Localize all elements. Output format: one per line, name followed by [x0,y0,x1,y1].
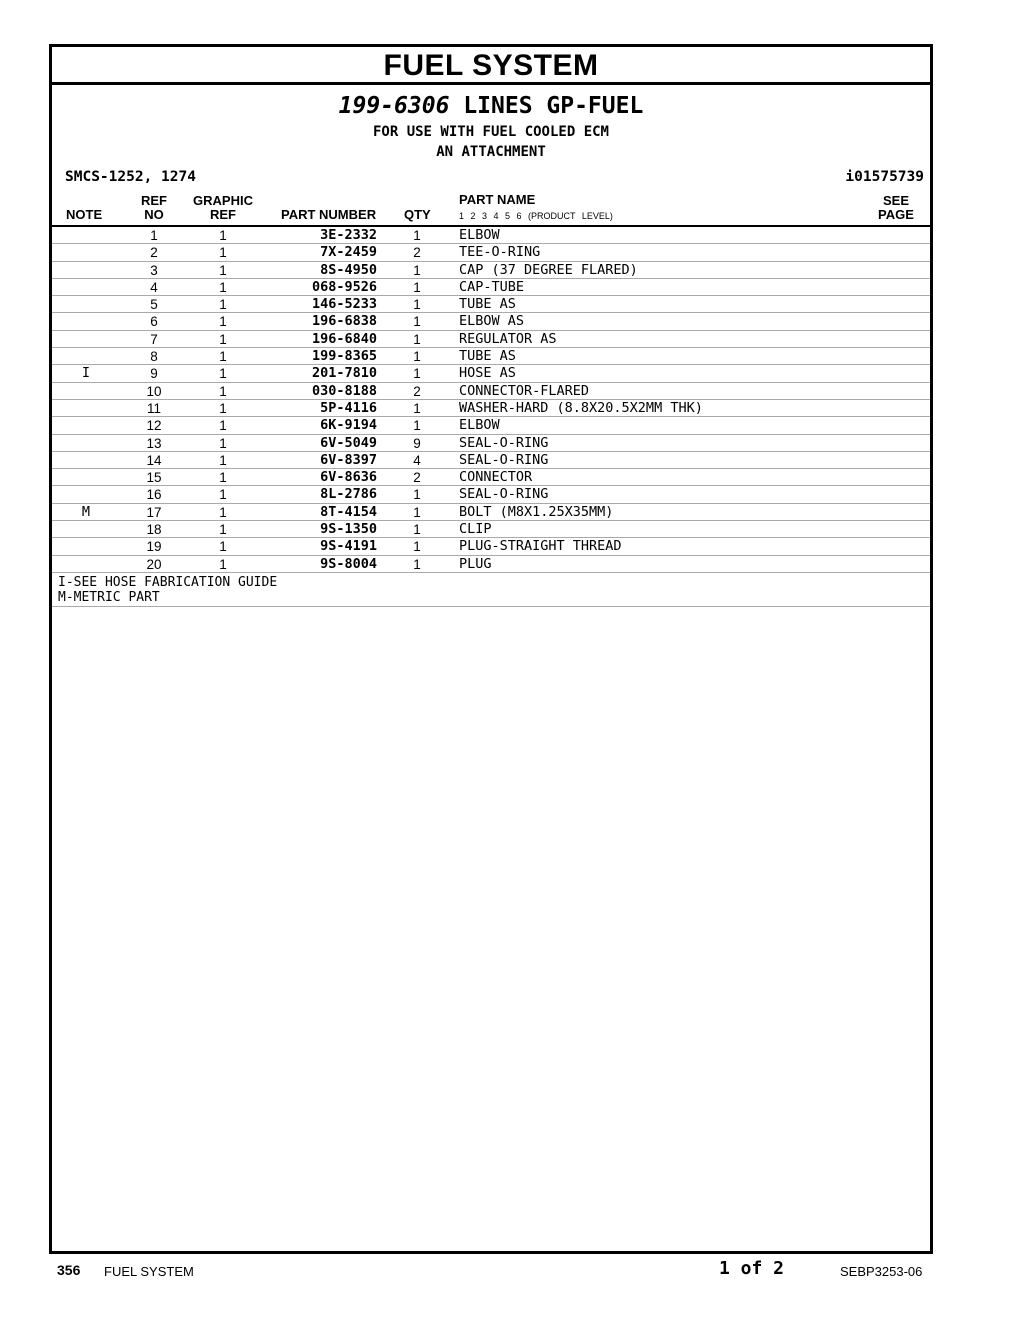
table-row [52,556,930,573]
part-number-cell: 8T-4154 [320,503,377,520]
footer-section: FUEL SYSTEM [104,1264,194,1279]
qty-cell: 2 [413,470,421,486]
ref-no-cell: 18 [146,522,162,538]
page-footer [0,1256,1020,1286]
col-note: NOTE [66,207,103,222]
part-number-cell: 9S-1350 [320,521,377,538]
part-number-cell: 196-6838 [311,313,377,330]
part-number-cell: 030-8188 [311,382,377,399]
qty-cell: 1 [413,400,421,416]
part-name-cell: WASHER-HARD (8.8X20.5X2MM THK) [459,399,703,416]
page-frame [49,44,933,1254]
ref-no-cell: 20 [146,556,162,572]
graphic-ref-cell: 1 [219,349,227,365]
graphic-ref-cell: 1 [219,522,227,538]
part-name-cell: SEAL-O-RING [459,486,549,503]
qty-cell: 1 [413,331,421,347]
col-qty: QTY [404,207,431,222]
part-name-cell: SEAL-O-RING [459,451,549,468]
ref-no-cell: 6 [150,314,158,330]
graphic-ref-cell: 1 [219,452,227,468]
part-name-cell: CONNECTOR [459,469,533,486]
graphic-ref-cell: 1 [219,314,227,330]
graphic-ref-cell: 1 [219,539,227,555]
col-see-2: PAGE [878,207,914,222]
part-name-cell: PLUG [459,555,492,572]
graphic-ref-cell: 1 [219,556,227,572]
ref-no-cell: 17 [146,504,162,520]
note-line: M-METRIC PART [58,589,160,605]
footer-doc-id: SEBP3253-06 [840,1264,923,1279]
ref-no-cell: 13 [146,435,162,451]
table-row [52,262,930,279]
graphic-ref-cell: 1 [219,418,227,434]
part-name-cell: CONNECTOR-FLARED [459,382,590,399]
footer-page-of: 1 of 2 [719,1258,785,1279]
ref-no-cell: 10 [146,383,162,399]
table-row [52,331,930,348]
qty-cell: 1 [413,349,421,365]
graphic-ref-cell: 1 [219,400,227,416]
table-row [52,486,930,503]
graphic-ref-cell: 1 [219,297,227,313]
graphic-ref-cell: 1 [219,487,227,503]
part-number-cell: 6K-9194 [320,417,377,434]
col-part-name: PART NAME [459,192,536,207]
part-name-cell: CAP-TUBE [459,278,525,295]
graphic-ref-cell: 1 [219,228,227,243]
graphic-ref-cell: 1 [219,366,227,382]
table-row [52,227,930,244]
table-row [52,365,930,382]
ref-no-cell: 14 [146,452,162,468]
column-header [52,189,930,227]
qty-cell: 9 [413,435,421,451]
part-name-cell: REGULATOR AS [459,330,557,347]
qty-cell: 1 [413,314,421,330]
qty-cell: 2 [413,245,421,261]
table-row [52,400,930,417]
section-title: FUEL SYSTEM [383,49,599,82]
part-number-cell: 7X-2459 [320,244,377,261]
part-name-cell: CAP (37 DEGREE FLARED) [459,261,638,278]
smcs-code: SMCS-1252, 1274 [65,169,196,185]
illustration-id: i01575739 [845,169,924,185]
part-name-cell: HOSE AS [459,365,516,382]
table-row [52,417,930,434]
part-name-cell: TUBE AS [459,348,516,365]
section-title-band [52,47,930,85]
note-cell: I [81,365,91,382]
part-number-cell: 8S-4950 [320,261,377,278]
part-number-cell: 8L-2786 [320,486,377,503]
qty-cell: 1 [413,556,421,572]
ref-no-cell: 2 [150,245,158,261]
col-ref-1: REF [141,193,167,208]
part-name-cell: ELBOW AS [459,313,525,330]
part-number-cell: 9S-8004 [320,555,377,572]
ref-no-cell: 9 [150,366,158,382]
ref-no-cell: 3 [150,262,158,278]
graphic-ref-cell: 1 [219,470,227,486]
graphic-ref-cell: 1 [219,504,227,520]
ref-no-cell: 11 [146,400,161,416]
part-number-cell: 6V-5049 [320,434,377,451]
group-subtitle-1: FOR USE WITH FUEL COOLED ECM [372,124,609,140]
group-number: 199-6306 [338,93,450,119]
table-row [52,538,930,555]
group-name: LINES GP-FUEL [463,93,644,119]
part-number-cell: 196-6840 [311,330,377,347]
group-title [52,93,930,119]
qty-cell: 2 [413,383,421,399]
footer-page-number: 356 [57,1262,81,1278]
parts-list [52,227,930,573]
part-number-cell: 3E-2332 [320,227,377,243]
qty-cell: 1 [413,418,421,434]
part-number-cell: 199-8365 [311,348,377,365]
note-cell: M [81,503,91,520]
qty-cell: 1 [413,279,421,295]
ref-no-cell: 19 [146,539,162,555]
table-row [52,469,930,486]
graphic-ref-cell: 1 [219,279,227,295]
qty-cell: 1 [413,297,421,313]
col-product-level: 1 2 3 4 5 6 (PRODUCT LEVEL) [459,211,613,221]
ref-no-cell: 15 [146,470,162,486]
part-name-cell: CLIP [459,521,492,538]
group-header [52,85,930,189]
col-ref-2: NO [144,207,164,222]
ref-no-cell: 12 [146,418,162,434]
part-name-cell: SEAL-O-RING [459,434,549,451]
table-row [52,435,930,452]
col-graphic-2: REF [210,207,236,222]
graphic-ref-cell: 1 [219,383,227,399]
notes-block [52,573,930,607]
qty-cell: 1 [413,504,421,520]
ref-no-cell: 5 [150,297,158,313]
ref-no-cell: 8 [150,349,158,365]
ref-no-cell: 4 [150,279,158,295]
part-name-cell: ELBOW [459,227,500,243]
col-part-number: PART NUMBER [281,207,377,222]
part-number-cell: 201-7810 [311,365,377,382]
table-row [52,348,930,365]
part-name-cell: ELBOW [459,417,500,434]
table-row [52,244,930,261]
ref-no-cell: 7 [150,331,158,347]
part-name-cell: TUBE AS [459,296,516,313]
part-number-cell: 6V-8397 [320,451,377,468]
qty-cell: 4 [413,452,421,468]
graphic-ref-cell: 1 [219,331,227,347]
table-row [52,313,930,330]
part-name-cell: BOLT (M8X1.25X35MM) [459,503,614,520]
ref-no-cell: 16 [146,487,162,503]
table-row [52,521,930,538]
note-line: I-SEE HOSE FABRICATION GUIDE [58,574,278,590]
table-row [52,279,930,296]
part-name-cell: PLUG-STRAIGHT THREAD [459,538,622,555]
table-row [52,383,930,400]
part-number-cell: 068-9526 [311,278,377,295]
qty-cell: 1 [413,522,421,538]
graphic-ref-cell: 1 [219,435,227,451]
ref-no-cell: 1 [150,228,158,243]
table-row [52,452,930,469]
col-graphic-1: GRAPHIC [193,193,253,208]
part-number-cell: 5P-4116 [320,399,377,416]
table-row [52,504,930,521]
part-number-cell: 9S-4191 [320,538,377,555]
group-subtitle-2: AN ATTACHMENT [436,144,546,160]
qty-cell: 1 [413,539,421,555]
col-see-1: SEE [882,193,909,208]
part-number-cell: 146-5233 [311,296,377,313]
graphic-ref-cell: 1 [219,262,227,278]
qty-cell: 1 [413,487,421,503]
qty-cell: 1 [413,366,421,382]
graphic-ref-cell: 1 [219,245,227,261]
qty-cell: 1 [413,228,421,243]
part-number-cell: 6V-8636 [320,469,377,486]
qty-cell: 1 [413,262,421,278]
part-name-cell: TEE-O-RING [459,244,541,261]
table-row [52,296,930,313]
